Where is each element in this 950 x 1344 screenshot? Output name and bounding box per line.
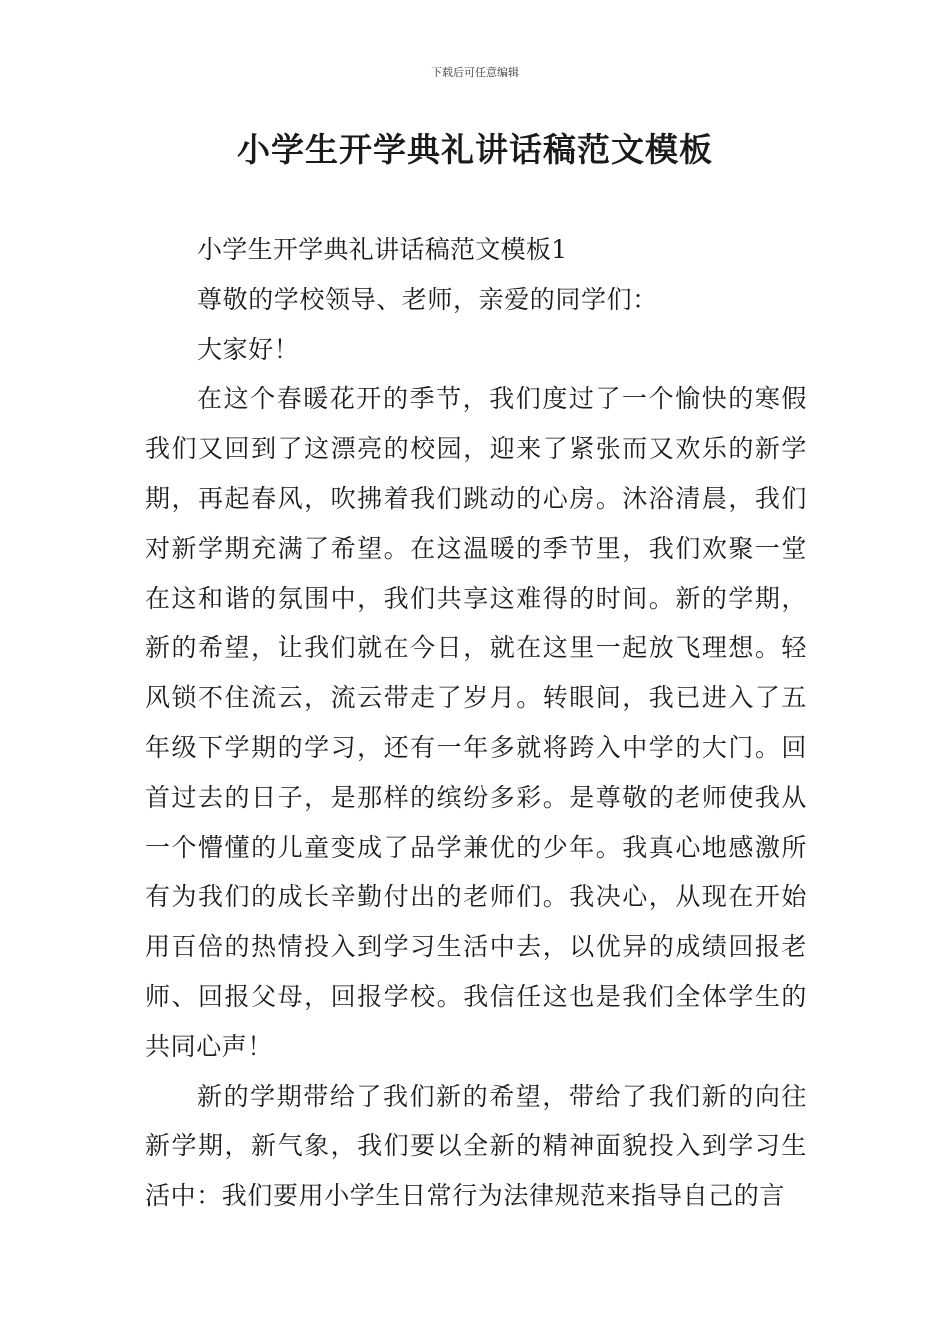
- section-heading: 小学生开学典礼讲话稿范文模板1: [197, 235, 568, 264]
- body-paragraph: 在这个春暖花开的季节，我们度过了一个愉快的寒假我们又回到了这漂亮的校园，迎来了紧张而又欢乐的新学期，再起春风，吹拂着我们跳动的心房。沐浴清晨，我们对新学期充满了希望。在这温暖的季节里，我们欢聚一堂在这和谐的氛围中，我们共享这难得的时间。新的学期，新的希望，让我们就在今日，就在这里一起放飞理想。轻风锁不住流云，流云带走了岁月。转眼间，我已进入了五年级下学期的学习，还有一年多就将跨入中学的大门。回首过去的日子，是那样的缤纷多彩。是尊敬的老师使我从一个懵懂的儿童变成了品学兼优的少年。我真心地感激所有为我们的成长辛勤付出的老师们。我决心，从现在开始用百倍的热情投入到学习生活中去，以优异的成绩回报老师、回报父母，回报学校。我信任这也是我们全体学生的共同心声！: [145, 384, 807, 1061]
- body-paragraph: 新的学期带给了我们新的希望，带给了我们新的向往新学期，新气象，我们要以全新的精神面貌投入到学习生活中：我们要用小学生日常行为法律规范来指导自己的言: [145, 1081, 807, 1211]
- header-note: 下载后可任意编辑: [431, 66, 519, 79]
- salutation: 尊敬的学校领导、老师，亲爱的同学们：: [197, 284, 658, 314]
- greeting: 大家好！: [197, 334, 300, 364]
- document-title: 小学生开学典礼讲话稿范文模板: [237, 130, 713, 169]
- document-body: [145, 225, 807, 1221]
